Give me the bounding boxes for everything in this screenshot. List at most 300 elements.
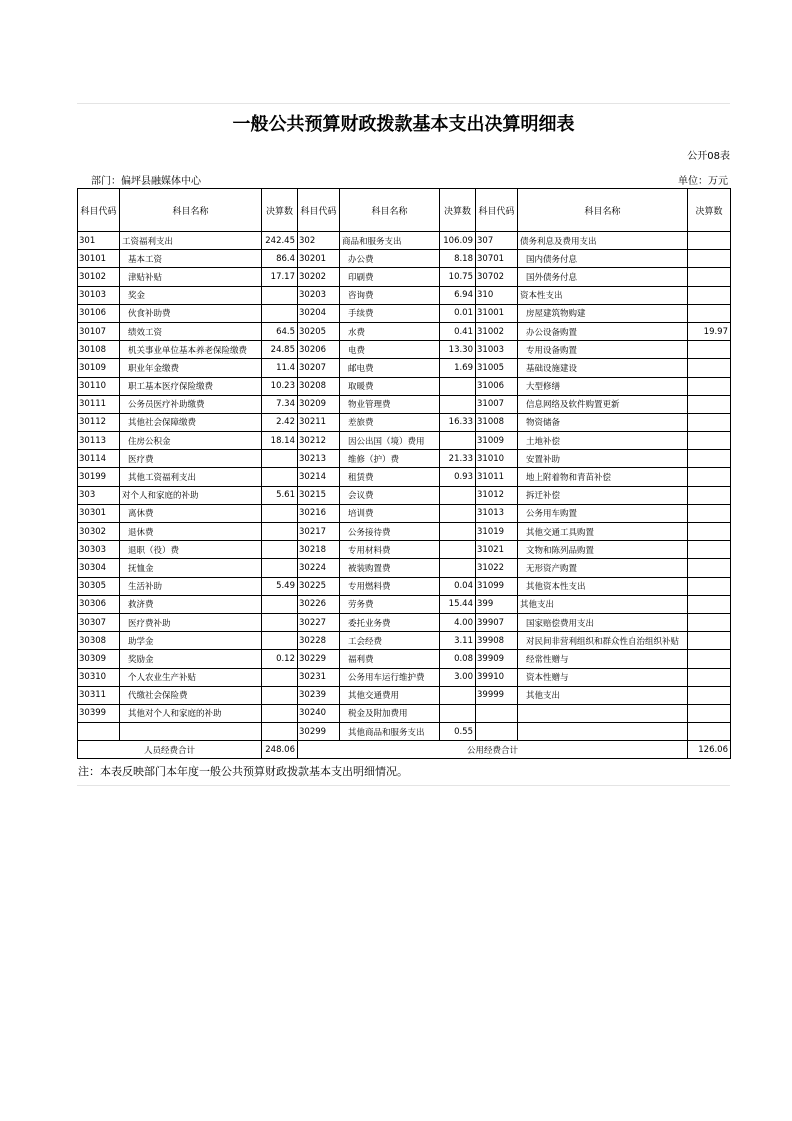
amount-cell	[440, 541, 476, 559]
subject-name-cell: 国家赔偿费用支出	[518, 613, 688, 631]
amount-cell: 106.09	[440, 232, 476, 250]
amount-cell	[262, 559, 298, 577]
department-label: 部门：偏坪县融媒体中心	[91, 176, 201, 187]
amount-cell	[262, 286, 298, 304]
table-row	[78, 504, 731, 522]
amount-cell	[262, 632, 298, 650]
amount-cell: 10.23	[262, 377, 298, 395]
subject-code-cell: 39907	[476, 613, 518, 631]
amount-cell	[688, 341, 731, 359]
subject-name-cell: 资本性赠与	[518, 668, 688, 686]
amount-cell: 1.69	[440, 359, 476, 377]
table-row	[78, 595, 731, 613]
subject-name-cell: 专用材料费	[340, 541, 440, 559]
subject-name-cell: 手续费	[340, 304, 440, 322]
subject-code-cell: 30211	[298, 413, 340, 431]
amount-cell: 7.34	[262, 395, 298, 413]
subject-name-cell: 国内债务付息	[518, 250, 688, 268]
subject-name-cell: 办公设备购置	[518, 322, 688, 340]
amount-cell: 86.4	[262, 250, 298, 268]
subject-name-cell: 工资福利支出	[120, 232, 262, 250]
amount-cell: 0.08	[440, 650, 476, 668]
amount-cell	[688, 668, 731, 686]
subject-code-cell: 30213	[298, 450, 340, 468]
subject-name-cell: 公务用车运行维护费	[340, 668, 440, 686]
subject-code-cell: 30239	[298, 686, 340, 704]
subject-code-cell: 30205	[298, 322, 340, 340]
subject-code-cell: 30114	[78, 450, 120, 468]
amount-cell: 0.93	[440, 468, 476, 486]
subject-code-cell: 30108	[78, 341, 120, 359]
amount-cell	[262, 450, 298, 468]
subject-name-cell: 租赁费	[340, 468, 440, 486]
subject-name-cell: 其他支出	[518, 595, 688, 613]
subject-name-cell: 委托业务费	[340, 613, 440, 631]
subject-code-cell: 302	[298, 232, 340, 250]
header-cell: 科目代码	[298, 189, 340, 232]
subject-code-cell: 30199	[78, 468, 120, 486]
header-cell: 决算数	[688, 189, 731, 232]
subject-name-cell: 物资储备	[518, 413, 688, 431]
amount-cell: 3.11	[440, 632, 476, 650]
amount-cell: 2.42	[262, 413, 298, 431]
subject-name-cell	[518, 723, 688, 741]
subject-name-cell: 公务用车购置	[518, 504, 688, 522]
amount-cell	[688, 632, 731, 650]
public-total-label: 公用经费合计	[298, 741, 688, 759]
subject-name-cell: 物业管理费	[340, 395, 440, 413]
table-row	[78, 395, 731, 413]
subject-code-cell: 31002	[476, 322, 518, 340]
amount-cell: 8.18	[440, 250, 476, 268]
table-row	[78, 613, 731, 631]
subject-code-cell: 30212	[298, 432, 340, 450]
subject-name-cell: 印刷费	[340, 268, 440, 286]
subject-name-cell: 安置补助	[518, 450, 688, 468]
subject-code-cell: 31012	[476, 486, 518, 504]
amount-cell	[262, 686, 298, 704]
amount-cell	[440, 432, 476, 450]
subject-code-cell: 30201	[298, 250, 340, 268]
amount-cell	[262, 541, 298, 559]
subject-name-cell: 文物和陈列品购置	[518, 541, 688, 559]
subject-code-cell: 310	[476, 286, 518, 304]
subject-code-cell: 30111	[78, 395, 120, 413]
amount-cell: 13.30	[440, 341, 476, 359]
report-meta	[77, 168, 730, 188]
subject-name-cell: 其他商品和服务支出	[340, 723, 440, 741]
header-cell: 科目名称	[120, 189, 262, 232]
table-row	[78, 232, 731, 250]
subject-code-cell: 30702	[476, 268, 518, 286]
subject-name-cell: 代缴社会保险费	[120, 686, 262, 704]
subject-name-cell: 其他交通费用	[340, 686, 440, 704]
subject-name-cell: 医疗费	[120, 450, 262, 468]
subject-name-cell: 住房公积金	[120, 432, 262, 450]
subject-code-cell: 30218	[298, 541, 340, 559]
subject-name-cell: 公务员医疗补助缴费	[120, 395, 262, 413]
subject-code-cell: 31010	[476, 450, 518, 468]
subject-name-cell: 离休费	[120, 504, 262, 522]
subject-name-cell: 房屋建筑物购建	[518, 304, 688, 322]
subject-name-cell: 助学金	[120, 632, 262, 650]
subject-code-cell: 30302	[78, 523, 120, 541]
amount-cell: 10.75	[440, 268, 476, 286]
subject-code-cell: 30228	[298, 632, 340, 650]
subject-code-cell: 30306	[78, 595, 120, 613]
amount-cell	[688, 359, 731, 377]
amount-cell	[440, 395, 476, 413]
amount-cell	[440, 559, 476, 577]
subject-code-cell: 30203	[298, 286, 340, 304]
amount-cell	[440, 686, 476, 704]
personnel-total-label: 人员经费合计	[78, 741, 262, 759]
subject-code-cell: 31008	[476, 413, 518, 431]
subject-code-cell	[476, 723, 518, 741]
subject-code-cell: 39910	[476, 668, 518, 686]
subject-name-cell: 办公费	[340, 250, 440, 268]
subject-code-cell: 30224	[298, 559, 340, 577]
amount-cell	[688, 268, 731, 286]
table-row	[78, 686, 731, 704]
subject-code-cell: 30308	[78, 632, 120, 650]
personnel-total-value: 248.06	[262, 741, 298, 759]
amount-cell	[688, 468, 731, 486]
subject-name-cell: 工会经费	[340, 632, 440, 650]
subject-name-cell: 职业年金缴费	[120, 359, 262, 377]
amount-cell	[688, 486, 731, 504]
subject-code-cell: 30231	[298, 668, 340, 686]
subject-code-cell: 30109	[78, 359, 120, 377]
subject-code-cell: 31011	[476, 468, 518, 486]
subject-code-cell: 31021	[476, 541, 518, 559]
amount-cell	[688, 395, 731, 413]
report-sheet	[77, 103, 730, 786]
subject-name-cell: 会议费	[340, 486, 440, 504]
amount-cell: 5.49	[262, 577, 298, 595]
table-row	[78, 668, 731, 686]
subject-code-cell: 30399	[78, 704, 120, 722]
subject-name-cell: 国外债务付息	[518, 268, 688, 286]
amount-cell	[688, 377, 731, 395]
amount-cell	[688, 286, 731, 304]
unit-label: 单位：万元	[678, 176, 728, 187]
amount-cell: 21.33	[440, 450, 476, 468]
subject-code-cell: 30229	[298, 650, 340, 668]
subject-code-cell: 31001	[476, 304, 518, 322]
subject-code-cell: 31005	[476, 359, 518, 377]
subject-code-cell: 30215	[298, 486, 340, 504]
subject-name-cell: 基本工资	[120, 250, 262, 268]
public-total-value: 126.06	[688, 741, 731, 759]
subject-code-cell	[78, 723, 120, 741]
subject-code-cell: 39909	[476, 650, 518, 668]
subject-code-cell: 39908	[476, 632, 518, 650]
subject-name-cell: 退休费	[120, 523, 262, 541]
subject-code-cell: 30110	[78, 377, 120, 395]
amount-cell: 15.44	[440, 595, 476, 613]
subject-name-cell: 维修（护）费	[340, 450, 440, 468]
header-cell: 决算数	[440, 189, 476, 232]
table-row	[78, 341, 731, 359]
amount-cell	[688, 541, 731, 559]
subject-name-cell: 经常性赠与	[518, 650, 688, 668]
subject-name-cell: 水费	[340, 322, 440, 340]
amount-cell: 242.45	[262, 232, 298, 250]
subject-code-cell: 30311	[78, 686, 120, 704]
table-row	[78, 541, 731, 559]
amount-cell: 0.01	[440, 304, 476, 322]
subject-code-cell: 31006	[476, 377, 518, 395]
amount-cell	[688, 723, 731, 741]
table-row	[78, 322, 731, 340]
subject-name-cell: 其他对个人和家庭的补助	[120, 704, 262, 722]
subject-name-cell: 伙食补助费	[120, 304, 262, 322]
amount-cell: 19.97	[688, 322, 731, 340]
amount-cell	[688, 686, 731, 704]
header-cell: 决算数	[262, 189, 298, 232]
amount-cell: 5.61	[262, 486, 298, 504]
subject-name-cell: 专用燃料费	[340, 577, 440, 595]
subject-name-cell: 救济费	[120, 595, 262, 613]
table-row	[78, 577, 731, 595]
subject-code-cell: 30209	[298, 395, 340, 413]
amount-cell	[688, 250, 731, 268]
table-row	[78, 704, 731, 722]
subject-name-cell: 地上附着物和青苗补偿	[518, 468, 688, 486]
table-row	[78, 559, 731, 577]
amount-cell	[262, 595, 298, 613]
subject-code-cell: 30208	[298, 377, 340, 395]
subject-code-cell: 31013	[476, 504, 518, 522]
subject-name-cell: 资本性支出	[518, 286, 688, 304]
subject-name-cell: 差旅费	[340, 413, 440, 431]
amount-cell: 16.33	[440, 413, 476, 431]
table-row	[78, 450, 731, 468]
subject-name-cell: 取暖费	[340, 377, 440, 395]
amount-cell: 4.00	[440, 613, 476, 631]
table-row	[78, 650, 731, 668]
table-code: 公开08表	[687, 151, 730, 162]
amount-cell: 0.41	[440, 322, 476, 340]
subject-name-cell: 信息网络及软件购置更新	[518, 395, 688, 413]
table-row	[78, 632, 731, 650]
subject-name-cell: 福利费	[340, 650, 440, 668]
amount-cell: 18.14	[262, 432, 298, 450]
subject-name-cell: 对个人和家庭的补助	[120, 486, 262, 504]
subject-name-cell: 其他交通工具购置	[518, 523, 688, 541]
subject-code-cell: 30204	[298, 304, 340, 322]
table-row	[78, 286, 731, 304]
amount-cell	[440, 486, 476, 504]
amount-cell	[262, 523, 298, 541]
amount-cell	[262, 468, 298, 486]
subject-code-cell: 30206	[298, 341, 340, 359]
subject-code-cell: 30214	[298, 468, 340, 486]
subject-code-cell: 30307	[78, 613, 120, 631]
amount-cell	[440, 504, 476, 522]
table-row	[78, 359, 731, 377]
amount-cell: 24.85	[262, 341, 298, 359]
subject-name-cell: 咨询费	[340, 286, 440, 304]
amount-cell	[688, 523, 731, 541]
subject-code-cell: 30101	[78, 250, 120, 268]
subject-name-cell: 债务利息及费用支出	[518, 232, 688, 250]
header-cell: 科目代码	[476, 189, 518, 232]
subject-code-cell: 30113	[78, 432, 120, 450]
subject-code-cell: 30226	[298, 595, 340, 613]
amount-cell: 11.4	[262, 359, 298, 377]
subject-name-cell: 劳务费	[340, 595, 440, 613]
subject-code-cell: 30303	[78, 541, 120, 559]
subject-name-cell: 商品和服务支出	[340, 232, 440, 250]
subject-code-cell: 31007	[476, 395, 518, 413]
subject-code-cell: 30310	[78, 668, 120, 686]
amount-cell	[688, 504, 731, 522]
subject-name-cell: 抚恤金	[120, 559, 262, 577]
subject-code-cell: 31019	[476, 523, 518, 541]
table-row	[78, 304, 731, 322]
amount-cell: 64.5	[262, 322, 298, 340]
subject-name-cell: 津贴补贴	[120, 268, 262, 286]
subject-code-cell: 30207	[298, 359, 340, 377]
table-row	[78, 377, 731, 395]
subject-code-cell: 30107	[78, 322, 120, 340]
subject-code-cell	[476, 704, 518, 722]
subject-code-cell: 30304	[78, 559, 120, 577]
subject-name-cell: 电费	[340, 341, 440, 359]
subject-name-cell: 奖金	[120, 286, 262, 304]
subject-name-cell: 邮电费	[340, 359, 440, 377]
subject-code-cell: 30112	[78, 413, 120, 431]
report-title: 一般公共预算财政拨款基本支出决算明细表	[77, 103, 730, 146]
subject-name-cell	[120, 723, 262, 741]
subject-name-cell: 土地补偿	[518, 432, 688, 450]
subject-code-cell: 30309	[78, 650, 120, 668]
amount-cell	[262, 304, 298, 322]
subject-name-cell: 职工基本医疗保险缴费	[120, 377, 262, 395]
subject-name-cell: 其他工资福利支出	[120, 468, 262, 486]
subject-code-cell: 30103	[78, 286, 120, 304]
amount-cell	[688, 559, 731, 577]
subject-code-cell: 30216	[298, 504, 340, 522]
header-cell: 科目名称	[518, 189, 688, 232]
amount-cell	[688, 413, 731, 431]
subject-code-cell: 30217	[298, 523, 340, 541]
table-row	[78, 250, 731, 268]
amount-cell	[440, 377, 476, 395]
table-row	[78, 723, 731, 741]
header-cell: 科目代码	[78, 189, 120, 232]
amount-cell	[688, 650, 731, 668]
table-row	[78, 268, 731, 286]
subject-code-cell: 303	[78, 486, 120, 504]
subject-name-cell: 退职（役）费	[120, 541, 262, 559]
header-cell: 科目名称	[340, 189, 440, 232]
header-row	[78, 189, 731, 232]
subject-name-cell: 奖励金	[120, 650, 262, 668]
subject-code-cell: 30202	[298, 268, 340, 286]
subject-name-cell: 专用设备购置	[518, 341, 688, 359]
subject-name-cell: 被装购置费	[340, 559, 440, 577]
subject-name-cell: 拆迁补偿	[518, 486, 688, 504]
subject-code-cell: 30701	[476, 250, 518, 268]
amount-cell: 0.55	[440, 723, 476, 741]
amount-cell	[262, 668, 298, 686]
table-row	[78, 486, 731, 504]
table-row	[78, 523, 731, 541]
amount-cell	[440, 704, 476, 722]
amount-cell	[688, 613, 731, 631]
subject-code-cell: 31003	[476, 341, 518, 359]
subject-code-cell: 30305	[78, 577, 120, 595]
subject-code-cell: 31022	[476, 559, 518, 577]
subject-code-cell: 399	[476, 595, 518, 613]
amount-cell: 17.17	[262, 268, 298, 286]
amount-cell: 6.94	[440, 286, 476, 304]
amount-cell	[688, 432, 731, 450]
subject-name-cell: 医疗费补助	[120, 613, 262, 631]
subject-name-cell: 对民间非营利组织和群众性自治组织补贴	[518, 632, 688, 650]
amount-cell	[688, 304, 731, 322]
subject-name-cell: 机关事业单位基本养老保险缴费	[120, 341, 262, 359]
amount-cell	[688, 450, 731, 468]
subject-name-cell: 基础设施建设	[518, 359, 688, 377]
table-row	[78, 413, 731, 431]
amount-cell	[262, 704, 298, 722]
subject-code-cell: 31009	[476, 432, 518, 450]
subject-name-cell: 税金及附加费用	[340, 704, 440, 722]
subject-name-cell: 生活补助	[120, 577, 262, 595]
amount-cell	[688, 595, 731, 613]
subject-code-cell: 30301	[78, 504, 120, 522]
subject-code-cell: 30225	[298, 577, 340, 595]
table-body	[78, 232, 731, 741]
expenditure-table	[77, 188, 731, 759]
amount-cell: 3.00	[440, 668, 476, 686]
footnote: 注：本表反映部门本年度一般公共预算财政拨款基本支出明细情况。	[77, 759, 730, 786]
table-row	[78, 468, 731, 486]
subject-name-cell: 绩效工资	[120, 322, 262, 340]
subject-code-cell: 307	[476, 232, 518, 250]
subject-name-cell: 公务接待费	[340, 523, 440, 541]
amount-cell: 0.04	[440, 577, 476, 595]
subject-name-cell: 其他资本性支出	[518, 577, 688, 595]
amount-cell	[262, 613, 298, 631]
amount-cell	[262, 504, 298, 522]
subject-code-cell: 30299	[298, 723, 340, 741]
subject-code-cell: 301	[78, 232, 120, 250]
subject-code-cell: 30240	[298, 704, 340, 722]
amount-cell	[688, 704, 731, 722]
subject-name-cell: 其他社会保障缴费	[120, 413, 262, 431]
subject-name-cell: 个人农业生产补贴	[120, 668, 262, 686]
subject-name-cell: 培训费	[340, 504, 440, 522]
subject-code-cell: 30227	[298, 613, 340, 631]
subject-code-cell: 30106	[78, 304, 120, 322]
subject-code-cell: 39999	[476, 686, 518, 704]
subject-name-cell: 因公出国（境）费用	[340, 432, 440, 450]
subject-code-cell: 31099	[476, 577, 518, 595]
totals-row	[78, 741, 731, 759]
subject-name-cell: 大型修缮	[518, 377, 688, 395]
amount-cell	[688, 232, 731, 250]
amount-cell	[688, 577, 731, 595]
subject-code-cell: 30102	[78, 268, 120, 286]
amount-cell: 0.12	[262, 650, 298, 668]
amount-cell	[440, 523, 476, 541]
subject-name-cell: 其他支出	[518, 686, 688, 704]
